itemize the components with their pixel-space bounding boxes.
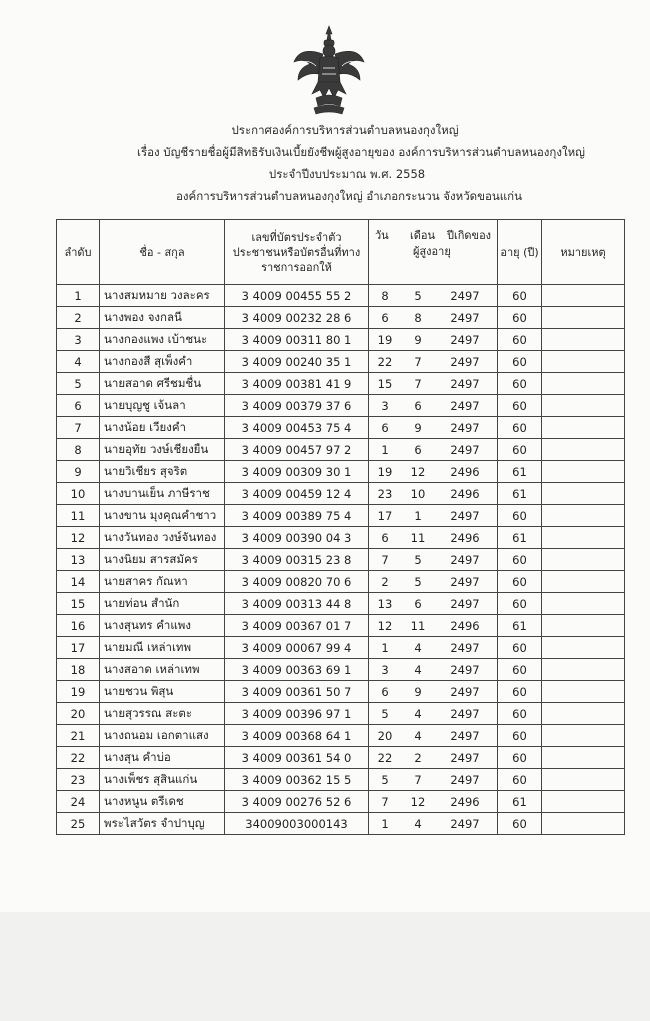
cell-no: 1 xyxy=(57,285,100,307)
cell-age: 60 xyxy=(498,659,542,681)
organization-location: องค์การบริหารส่วนตำบลหนองกุงใหญ่ อำเภอกระนวน จังหวัดขอนแก่น xyxy=(176,189,522,203)
cell-age: 61 xyxy=(498,483,542,505)
cell-name: นางพอง จงกลนี xyxy=(100,307,225,329)
cell-no: 18 xyxy=(57,659,100,681)
cell-age: 60 xyxy=(498,703,542,725)
cell-id: 3 4009 00363 69 1 xyxy=(225,659,369,681)
cell-id: 3 4009 00455 55 2 xyxy=(225,285,369,307)
cell-id: 3 4009 00232 28 6 xyxy=(225,307,369,329)
cell-birth xyxy=(369,703,498,725)
cell-year: 2497 xyxy=(450,684,480,699)
cell-id: 3 4009 00361 54 0 xyxy=(225,747,369,769)
cell-day: 19 xyxy=(377,332,393,347)
cell-birth xyxy=(369,769,498,791)
cell-month: 11 xyxy=(410,618,426,633)
cell-month: 12 xyxy=(410,464,426,479)
cell-age: 60 xyxy=(498,351,542,373)
table-row xyxy=(57,747,625,769)
cell-id: 3 4009 00457 97 2 xyxy=(225,439,369,461)
cell-month: 4 xyxy=(414,662,422,677)
cell-month: 9 xyxy=(414,420,422,435)
cell-name: นายชวน พิสุน xyxy=(100,681,225,703)
cell-age: 60 xyxy=(498,813,542,835)
cell-no: 24 xyxy=(57,791,100,813)
cell-year: 2497 xyxy=(450,728,480,743)
cell-age: 60 xyxy=(498,285,542,307)
cell-day: 22 xyxy=(377,354,393,369)
cell-no: 9 xyxy=(57,461,100,483)
cell-note xyxy=(542,791,625,813)
cell-id: 3 4009 00276 52 6 xyxy=(225,791,369,813)
cell-day: 6 xyxy=(381,684,389,699)
cell-month: 6 xyxy=(414,398,422,413)
cell-age: 60 xyxy=(498,395,542,417)
table-row xyxy=(57,769,625,791)
cell-month: 1 xyxy=(414,508,422,523)
announcement-subject: เรื่อง บัญชีรายชื่อผู้มีสิทธิรับเงินเบี้ยยังชีพผู้สูงอายุของ องค์การบริหารส่วนตำบลหนองกุงใหญ่ xyxy=(137,145,585,159)
cell-id: 3 4009 00315 23 8 xyxy=(225,549,369,571)
cell-year: 2497 xyxy=(450,596,480,611)
col-header-birth-sub: ผู้สูงอายุ xyxy=(413,245,451,258)
table-row xyxy=(57,329,625,351)
cell-year: 2497 xyxy=(450,816,480,831)
cell-month: 4 xyxy=(414,728,422,743)
table-row xyxy=(57,549,625,571)
cell-day: 6 xyxy=(381,530,389,545)
cell-day: 7 xyxy=(381,552,389,567)
cell-birth xyxy=(369,329,498,351)
cell-name: นางหนูน ตรีเดช xyxy=(100,791,225,813)
cell-day: 1 xyxy=(381,442,389,457)
cell-day: 6 xyxy=(381,420,389,435)
cell-no: 15 xyxy=(57,593,100,615)
table-row xyxy=(57,417,625,439)
cell-note xyxy=(542,483,625,505)
cell-id: 34009003000143 xyxy=(225,813,369,835)
cell-id: 3 4009 00820 70 6 xyxy=(225,571,369,593)
cell-note xyxy=(542,395,625,417)
cell-no: 7 xyxy=(57,417,100,439)
col-header-id-line1: เลขที่บัตรประจำตัว xyxy=(251,230,342,244)
cell-year: 2497 xyxy=(450,420,480,435)
cell-note xyxy=(542,285,625,307)
table-row xyxy=(57,439,625,461)
cell-note xyxy=(542,593,625,615)
cell-id: 3 4009 00381 41 9 xyxy=(225,373,369,395)
cell-birth xyxy=(369,659,498,681)
cell-name: นางขาน มุงคุณคำชาว xyxy=(100,505,225,527)
announcement-title: ประกาศองค์การบริหารส่วนตำบลหนองกุงใหญ่ xyxy=(231,123,459,137)
cell-age: 60 xyxy=(498,571,542,593)
garuda-emblem-icon xyxy=(290,24,368,118)
cell-name: นายสาคร กัณหา xyxy=(100,571,225,593)
cell-id: 3 4009 00362 15 5 xyxy=(225,769,369,791)
cell-age: 61 xyxy=(498,791,542,813)
cell-day: 6 xyxy=(381,310,389,325)
cell-no: 3 xyxy=(57,329,100,351)
table-row xyxy=(57,351,625,373)
fiscal-year: ประจำปีงบประมาณ พ.ศ. 2558 xyxy=(268,167,426,181)
cell-age: 60 xyxy=(498,307,542,329)
cell-note xyxy=(542,571,625,593)
cell-birth xyxy=(369,373,498,395)
page-margin xyxy=(0,912,650,1021)
cell-month: 5 xyxy=(414,552,422,567)
cell-year: 2497 xyxy=(450,442,480,457)
cell-no: 12 xyxy=(57,527,100,549)
table-row xyxy=(57,505,625,527)
cell-birth xyxy=(369,351,498,373)
table-row xyxy=(57,483,625,505)
cell-note xyxy=(542,351,625,373)
cell-age: 60 xyxy=(498,637,542,659)
cell-no: 4 xyxy=(57,351,100,373)
table-row xyxy=(57,725,625,747)
cell-birth xyxy=(369,307,498,329)
cell-note xyxy=(542,549,625,571)
cell-note xyxy=(542,769,625,791)
cell-birth xyxy=(369,285,498,307)
cell-note xyxy=(542,417,625,439)
cell-id: 3 4009 00459 12 4 xyxy=(225,483,369,505)
cell-day: 15 xyxy=(377,376,393,391)
cell-no: 10 xyxy=(57,483,100,505)
cell-birth xyxy=(369,747,498,769)
cell-name: นางถนอม เอกตาแสง xyxy=(100,725,225,747)
col-header-day: วัน xyxy=(375,229,389,242)
cell-month: 6 xyxy=(414,442,422,457)
cell-year: 2496 xyxy=(450,486,480,501)
cell-age: 60 xyxy=(498,593,542,615)
table-row xyxy=(57,593,625,615)
cell-month: 5 xyxy=(414,574,422,589)
cell-birth xyxy=(369,483,498,505)
cell-age: 60 xyxy=(498,549,542,571)
cell-note xyxy=(542,461,625,483)
cell-name: นางกองสี สุเพ็งคำ xyxy=(100,351,225,373)
cell-day: 5 xyxy=(381,706,389,721)
cell-day: 5 xyxy=(381,772,389,787)
cell-month: 6 xyxy=(414,596,422,611)
cell-age: 61 xyxy=(498,615,542,637)
cell-name: นายวิเชียร สุจริต xyxy=(100,461,225,483)
cell-no: 6 xyxy=(57,395,100,417)
cell-month: 4 xyxy=(414,706,422,721)
cell-year: 2497 xyxy=(450,552,480,567)
cell-no: 19 xyxy=(57,681,100,703)
cell-name: นายท่อน สำนัก xyxy=(100,593,225,615)
cell-age: 60 xyxy=(498,747,542,769)
cell-month: 4 xyxy=(414,816,422,831)
cell-age: 60 xyxy=(498,373,542,395)
cell-age: 60 xyxy=(498,769,542,791)
cell-no: 21 xyxy=(57,725,100,747)
cell-year: 2497 xyxy=(450,332,480,347)
table-row xyxy=(57,615,625,637)
cell-name: นางสุนทร คำแพง xyxy=(100,615,225,637)
cell-day: 17 xyxy=(377,508,393,523)
cell-no: 17 xyxy=(57,637,100,659)
cell-note xyxy=(542,681,625,703)
cell-month: 5 xyxy=(414,288,422,303)
cell-day: 7 xyxy=(381,794,389,809)
cell-no: 22 xyxy=(57,747,100,769)
cell-no: 5 xyxy=(57,373,100,395)
cell-birth xyxy=(369,439,498,461)
cell-year: 2497 xyxy=(450,508,480,523)
cell-name: นางสมหมาย วงละคร xyxy=(100,285,225,307)
cell-month: 10 xyxy=(410,486,426,501)
cell-birth xyxy=(369,395,498,417)
col-header-name: ชื่อ - สกุล xyxy=(100,220,225,285)
cell-year: 2496 xyxy=(450,794,480,809)
cell-month: 7 xyxy=(414,376,422,391)
cell-birth xyxy=(369,527,498,549)
cell-no: 2 xyxy=(57,307,100,329)
col-header-birth xyxy=(369,220,498,285)
cell-year: 2496 xyxy=(450,530,480,545)
cell-note xyxy=(542,505,625,527)
cell-note xyxy=(542,373,625,395)
cell-birth xyxy=(369,615,498,637)
col-header-month: เดือน xyxy=(410,229,436,242)
cell-day: 12 xyxy=(377,618,393,633)
table-row xyxy=(57,307,625,329)
cell-no: 14 xyxy=(57,571,100,593)
cell-note xyxy=(542,659,625,681)
cell-name: พระไสวัตร จำปาบุญ xyxy=(100,813,225,835)
cell-age: 60 xyxy=(498,725,542,747)
col-header-id-line2: ประชาชนหรือบัตรอื่นที่ทาง xyxy=(232,245,361,259)
cell-year: 2497 xyxy=(450,662,480,677)
cell-no: 16 xyxy=(57,615,100,637)
cell-note xyxy=(542,615,625,637)
cell-birth xyxy=(369,417,498,439)
col-header-id-line3: ราชการออกให้ xyxy=(261,260,332,274)
col-header-note: หมายเหตุ xyxy=(542,220,625,285)
cell-age: 60 xyxy=(498,329,542,351)
table-row xyxy=(57,373,625,395)
cell-birth xyxy=(369,593,498,615)
cell-id: 3 4009 00313 44 8 xyxy=(225,593,369,615)
cell-year: 2497 xyxy=(450,706,480,721)
cell-no: 23 xyxy=(57,769,100,791)
cell-id: 3 4009 00367 01 7 xyxy=(225,615,369,637)
cell-year: 2497 xyxy=(450,750,480,765)
col-header-year: ปีเกิดของ xyxy=(447,229,492,242)
table-row xyxy=(57,527,625,549)
table-header-row xyxy=(57,220,625,285)
cell-month: 9 xyxy=(414,684,422,699)
cell-age: 60 xyxy=(498,681,542,703)
cell-no: 25 xyxy=(57,813,100,835)
cell-birth xyxy=(369,813,498,835)
cell-day: 23 xyxy=(377,486,393,501)
table-row xyxy=(57,813,625,835)
cell-id: 3 4009 00379 37 6 xyxy=(225,395,369,417)
cell-name: นายบุญชู เจ้นลา xyxy=(100,395,225,417)
cell-year: 2497 xyxy=(450,376,480,391)
cell-name: นายสุวรรณ สะตะ xyxy=(100,703,225,725)
cell-year: 2497 xyxy=(450,640,480,655)
cell-month: 4 xyxy=(414,640,422,655)
cell-day: 1 xyxy=(381,816,389,831)
cell-name: นางสุน คำบ่อ xyxy=(100,747,225,769)
cell-day: 22 xyxy=(377,750,393,765)
cell-birth xyxy=(369,725,498,747)
cell-birth xyxy=(369,505,498,527)
cell-month: 11 xyxy=(410,530,426,545)
cell-note xyxy=(542,703,625,725)
cell-year: 2496 xyxy=(450,618,480,633)
col-header-id xyxy=(225,220,369,285)
cell-age: 61 xyxy=(498,527,542,549)
cell-age: 61 xyxy=(498,461,542,483)
cell-name: นางกองแพง เบ้าชนะ xyxy=(100,329,225,351)
cell-day: 3 xyxy=(381,662,389,677)
col-header-age: อายุ (ปี) xyxy=(498,220,542,285)
cell-name: นายมณี เหล่าเทพ xyxy=(100,637,225,659)
cell-day: 20 xyxy=(377,728,393,743)
cell-name: นางบานเย็น ภาษีราช xyxy=(100,483,225,505)
cell-name: นายอุทัย วงษ์เชียงยืน xyxy=(100,439,225,461)
cell-no: 11 xyxy=(57,505,100,527)
cell-month: 7 xyxy=(414,772,422,787)
cell-note xyxy=(542,307,625,329)
cell-birth xyxy=(369,549,498,571)
cell-birth xyxy=(369,681,498,703)
cell-note xyxy=(542,813,625,835)
cell-id: 3 4009 00390 04 3 xyxy=(225,527,369,549)
cell-note xyxy=(542,637,625,659)
cell-age: 60 xyxy=(498,417,542,439)
cell-id: 3 4009 00311 80 1 xyxy=(225,329,369,351)
cell-year: 2497 xyxy=(450,288,480,303)
cell-birth xyxy=(369,637,498,659)
cell-no: 20 xyxy=(57,703,100,725)
cell-note xyxy=(542,747,625,769)
cell-name: นายสอาด ศรีชมชื่น xyxy=(100,373,225,395)
cell-id: 3 4009 00240 35 1 xyxy=(225,351,369,373)
table-row xyxy=(57,791,625,813)
cell-month: 7 xyxy=(414,354,422,369)
table-row xyxy=(57,659,625,681)
table-row xyxy=(57,681,625,703)
cell-name: นางเพ็ชร สุสินแก่น xyxy=(100,769,225,791)
cell-day: 19 xyxy=(377,464,393,479)
cell-note xyxy=(542,527,625,549)
cell-id: 3 4009 00453 75 4 xyxy=(225,417,369,439)
cell-day: 2 xyxy=(381,574,389,589)
table-row xyxy=(57,703,625,725)
cell-note xyxy=(542,329,625,351)
cell-birth xyxy=(369,571,498,593)
cell-month: 8 xyxy=(414,310,422,325)
cell-name: นางสอาด เหล่าเทพ xyxy=(100,659,225,681)
cell-year: 2497 xyxy=(450,398,480,413)
cell-day: 8 xyxy=(381,288,389,303)
cell-year: 2497 xyxy=(450,354,480,369)
cell-id: 3 4009 00309 30 1 xyxy=(225,461,369,483)
table-row xyxy=(57,571,625,593)
cell-name: นางนิยม สารสมัคร xyxy=(100,549,225,571)
cell-note xyxy=(542,439,625,461)
cell-year: 2497 xyxy=(450,772,480,787)
cell-no: 13 xyxy=(57,549,100,571)
cell-birth xyxy=(369,461,498,483)
cell-year: 2496 xyxy=(450,464,480,479)
cell-year: 2497 xyxy=(450,574,480,589)
cell-age: 60 xyxy=(498,439,542,461)
cell-id: 3 4009 00361 50 7 xyxy=(225,681,369,703)
table-row xyxy=(57,285,625,307)
cell-name: นางวันทอง วงษ์จันทอง xyxy=(100,527,225,549)
table-row xyxy=(57,395,625,417)
cell-id: 3 4009 00389 75 4 xyxy=(225,505,369,527)
table-row xyxy=(57,461,625,483)
cell-name: นางน้อย เวียงคำ xyxy=(100,417,225,439)
cell-day: 3 xyxy=(381,398,389,413)
cell-day: 13 xyxy=(377,596,393,611)
cell-day: 1 xyxy=(381,640,389,655)
cell-month: 9 xyxy=(414,332,422,347)
cell-month: 12 xyxy=(410,794,426,809)
table-row xyxy=(57,637,625,659)
cell-note xyxy=(542,725,625,747)
cell-id: 3 4009 00396 97 1 xyxy=(225,703,369,725)
cell-no: 8 xyxy=(57,439,100,461)
cell-birth xyxy=(369,791,498,813)
cell-month: 2 xyxy=(414,750,422,765)
cell-age: 60 xyxy=(498,505,542,527)
col-header-no: ลำดับ xyxy=(57,220,100,285)
cell-id: 3 4009 00368 64 1 xyxy=(225,725,369,747)
cell-id: 3 4009 00067 99 4 xyxy=(225,637,369,659)
beneficiary-table xyxy=(56,219,625,835)
cell-year: 2497 xyxy=(450,310,480,325)
